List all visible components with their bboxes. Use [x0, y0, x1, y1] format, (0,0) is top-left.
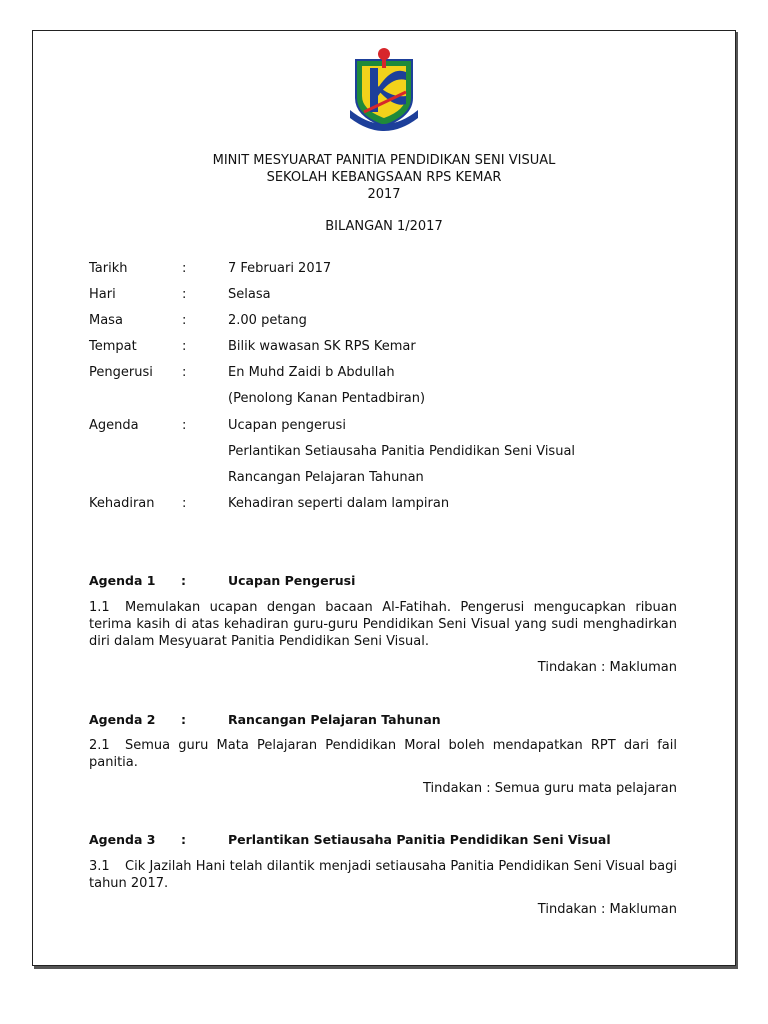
- document-title-line1: MINIT MESYUARAT PANITIA PENDIDIKAN SENI VISUAL: [212, 153, 556, 168]
- info-colon: :: [182, 287, 187, 302]
- paragraph-number: 1.1: [89, 600, 110, 615]
- info-label: Tempat: [89, 339, 137, 354]
- agenda-title: Ucapan Pengerusi: [228, 573, 356, 588]
- agenda-3-action: Tindakan : Makluman: [537, 902, 677, 917]
- school-crest-icon: [348, 46, 420, 132]
- agenda-colon: :: [181, 573, 186, 588]
- info-value: 2.00 petang: [228, 313, 307, 328]
- page-shadow: [34, 966, 738, 969]
- paragraph-text: Semua guru Mata Pelajaran Pendidikan Moral boleh mendapatkan RPT dari fail panitia.: [89, 738, 677, 770]
- agenda-1-action: Tindakan : Makluman: [537, 660, 677, 675]
- paragraph-text: Memulakan ucapan dengan bacaan Al-Fatihah. Pengerusi mengucapkan ribuan terima kasih di atas kehadiran guru-guru Pendidikan Seni Visual yang sudi menghadirkan diri dalam Mesyuarat Panitia Pendidikan Seni Visual.: [89, 600, 677, 649]
- agenda-1-paragraph: [89, 599, 677, 650]
- info-value: Perlantikan Setiausaha Panitia Pendidikan Seni Visual: [228, 444, 576, 459]
- info-value: En Muhd Zaidi b Abdullah: [228, 365, 395, 380]
- info-value: Ucapan pengerusi: [228, 418, 346, 433]
- agenda-2-paragraph: [89, 737, 677, 771]
- info-label: Pengerusi: [89, 365, 153, 380]
- info-label: Hari: [89, 287, 116, 302]
- paragraph-number: 2.1: [89, 738, 110, 753]
- info-value: (Penolong Kanan Pentadbiran): [228, 391, 426, 406]
- info-value: Bilik wawasan SK RPS Kemar: [228, 339, 416, 354]
- info-label: Agenda: [89, 418, 139, 433]
- info-value: Rancangan Pelajaran Tahunan: [228, 470, 424, 485]
- agenda-2-action: Tindakan : Semua guru mata pelajaran: [422, 781, 677, 796]
- info-value: Kehadiran seperti dalam lampiran: [228, 496, 450, 511]
- document-year: 2017: [367, 187, 401, 202]
- info-colon: :: [182, 365, 187, 380]
- info-value: Selasa: [228, 287, 271, 302]
- info-value: 7 Februari 2017: [228, 261, 332, 276]
- info-colon: :: [182, 496, 187, 511]
- agenda-label: Agenda 1: [89, 573, 156, 588]
- document-title-line2: SEKOLAH KEBANGSAAN RPS KEMAR: [266, 170, 502, 185]
- info-colon: :: [182, 261, 187, 276]
- info-label: Kehadiran: [89, 496, 155, 511]
- agenda-label: Agenda 2: [89, 712, 156, 727]
- agenda-title: Perlantikan Setiausaha Panitia Pendidikan Seni Visual: [228, 832, 611, 847]
- info-colon: :: [182, 313, 187, 328]
- agenda-colon: :: [181, 832, 186, 847]
- paragraph-text: Cik Jazilah Hani telah dilantik menjadi setiausaha Panitia Pendidikan Seni Visual bagi tahun 2017.: [89, 859, 677, 891]
- document-bilangan: BILANGAN 1/2017: [325, 219, 443, 234]
- agenda-label: Agenda 3: [89, 832, 156, 847]
- agenda-colon: :: [181, 712, 186, 727]
- info-label: Tarikh: [89, 261, 128, 276]
- agenda-title: Rancangan Pelajaran Tahunan: [228, 712, 441, 727]
- info-colon: :: [182, 339, 187, 354]
- agenda-3-paragraph: [89, 858, 677, 892]
- info-colon: :: [182, 418, 187, 433]
- paragraph-number: 3.1: [89, 859, 110, 874]
- info-label: Masa: [89, 313, 123, 328]
